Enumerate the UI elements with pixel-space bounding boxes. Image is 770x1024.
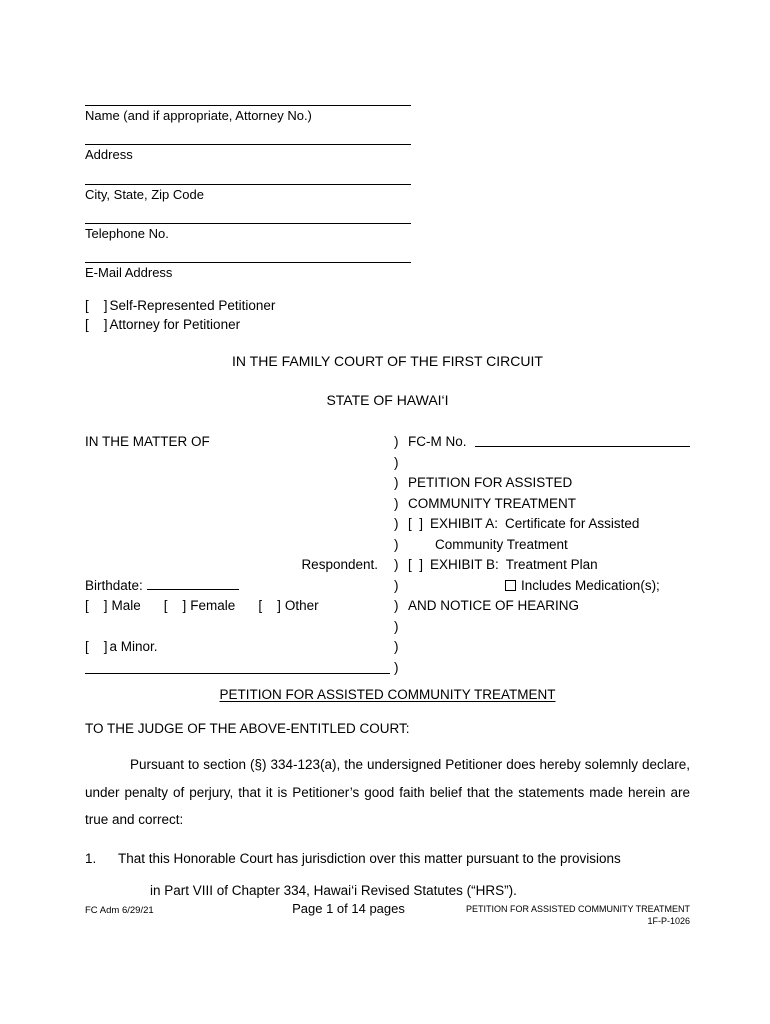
caption-paren: ) <box>394 536 399 552</box>
exhibit-a-text: Certificate for Assisted <box>505 516 640 532</box>
caption-row <box>85 596 690 617</box>
self-represented-label: Self-Represented Petitioner <box>109 298 276 314</box>
item-1-text-line2: in Part VIII of Chapter 334, Hawai‘i Revised Statutes (“HRS”). <box>150 882 517 898</box>
caption-paren: ) <box>394 598 399 614</box>
caption-paren: ) <box>394 659 399 675</box>
caption-row <box>85 432 690 453</box>
footer-form-number: 1F-P-1026 <box>647 916 690 926</box>
caption-row <box>85 494 690 515</box>
exhibit-b-label: EXHIBIT B: <box>430 557 499 573</box>
attorney-info-section <box>85 100 690 334</box>
email-field <box>85 257 690 281</box>
caption-row <box>85 617 690 638</box>
respondent-label: Respondent. <box>301 557 378 573</box>
caption-row <box>85 514 690 535</box>
address-field-label: Address <box>85 147 133 163</box>
page-number: Page 1 of 14 pages <box>292 901 405 916</box>
caption-paren: ) <box>394 557 399 573</box>
other-option <box>258 598 318 613</box>
male-checkbox[interactable]: [ ] <box>85 598 108 614</box>
exhibit-b-checkbox[interactable]: [ ] <box>408 557 424 573</box>
caption-paren: ) <box>394 454 399 470</box>
addressee-line: TO THE JUDGE OF THE ABOVE-ENTITLED COURT: <box>85 721 410 737</box>
caption-row <box>85 576 690 597</box>
includes-medication-label: Includes Medication(s); <box>521 577 660 593</box>
telephone-field <box>85 218 690 242</box>
birthdate-label: Birthdate: <box>85 577 143 593</box>
state-name-heading: STATE OF HAWAI‘I <box>326 391 449 408</box>
telephone-field-label: Telephone No. <box>85 225 169 241</box>
birthdate-row <box>85 576 390 597</box>
exhibit-b-text: Treatment Plan <box>505 557 598 573</box>
form-revision-date: FC Adm 6/29/21 <box>85 905 154 916</box>
city-state-zip-field-label: City, State, Zip Code <box>85 186 204 202</box>
male-option <box>85 598 141 613</box>
footer-form-id <box>462 901 690 927</box>
fcm-number-label: FC-M No. <box>408 434 467 450</box>
declaration-paragraph: Pursuant to section (§) 334-123(a), the undersigned Petitioner does hereby solemnly declare, under penalty of perjury, that it is Petitioner’s good faith belief that the statements made herein are true and correct: <box>85 757 690 827</box>
court-name-heading: IN THE FAMILY COURT OF THE FIRST CIRCUIT <box>232 353 543 370</box>
caption-row <box>85 555 690 576</box>
caption-row <box>85 535 690 556</box>
petition-title-line1: PETITION FOR ASSISTED <box>408 475 573 491</box>
minor-label: a Minor. <box>109 639 158 655</box>
exhibit-b-row <box>408 555 690 576</box>
item-1-number: 1. <box>85 850 97 866</box>
caption-paren: ) <box>394 639 399 655</box>
footer-form-title: PETITION FOR ASSISTED COMMUNITY TREATMENT <box>465 904 690 914</box>
city-state-zip-field <box>85 179 690 203</box>
exhibit-a-text-line2: Community Treatment <box>435 536 568 552</box>
self-represented-checkbox[interactable]: [ ] <box>85 298 108 314</box>
attorney-for-petitioner-label: Attorney for Petitioner <box>109 317 241 333</box>
birthdate-input-line[interactable] <box>147 577 239 590</box>
exhibit-a-checkbox[interactable]: [ ] <box>408 516 424 532</box>
address-field <box>85 139 690 163</box>
female-checkbox[interactable]: [ ] <box>163 598 187 614</box>
page-footer <box>85 901 690 927</box>
includes-medication-row <box>505 578 660 593</box>
item-1-text: That this Honorable Court has jurisdiction over this matter pursuant to the provisions <box>118 850 621 866</box>
caption-row <box>85 658 690 679</box>
other-checkbox[interactable]: [ ] <box>258 598 281 614</box>
case-caption <box>85 432 690 678</box>
female-option <box>164 598 236 613</box>
caption-paren: ) <box>394 577 399 593</box>
fcm-number-input-line[interactable] <box>475 432 691 447</box>
caption-row <box>85 473 690 494</box>
name-field-label: Name (and if appropriate, Attorney No.) <box>85 108 312 123</box>
caption-row <box>85 453 690 474</box>
caption-paren: ) <box>394 495 399 511</box>
caption-paren: ) <box>394 516 399 532</box>
exhibit-a-row <box>408 514 690 535</box>
self-represented-row <box>85 296 690 315</box>
document-title: PETITION FOR ASSISTED COMMUNITY TREATMENT <box>219 687 556 703</box>
caption-paren: ) <box>394 475 399 491</box>
numbered-item-1 <box>85 845 690 904</box>
caption-paren: ) <box>394 434 399 450</box>
notice-of-hearing-label: AND NOTICE OF HEARING <box>408 598 580 614</box>
petition-title-line2: COMMUNITY TREATMENT <box>408 495 576 511</box>
name-field <box>85 100 690 124</box>
caption-row <box>85 637 690 658</box>
gender-row <box>85 596 390 617</box>
minor-row <box>85 637 390 658</box>
caption-blank-input-line[interactable] <box>85 658 390 674</box>
fcm-number-row <box>408 432 690 453</box>
includes-medication-checkbox[interactable] <box>505 580 516 591</box>
other-label: Other <box>284 598 319 614</box>
female-label: Female <box>190 598 236 614</box>
email-field-label: E-Mail Address <box>85 265 173 280</box>
exhibit-a-label: EXHIBIT A: <box>430 516 499 532</box>
attorney-for-petitioner-checkbox[interactable]: [ ] <box>85 317 108 333</box>
caption-paren: ) <box>394 618 399 634</box>
minor-checkbox[interactable]: [ ] <box>85 639 108 655</box>
attorney-for-petitioner-row <box>85 315 690 334</box>
male-label: Male <box>111 598 141 614</box>
item-1-line1 <box>85 845 690 872</box>
in-the-matter-of-label: IN THE MATTER OF <box>85 434 210 450</box>
